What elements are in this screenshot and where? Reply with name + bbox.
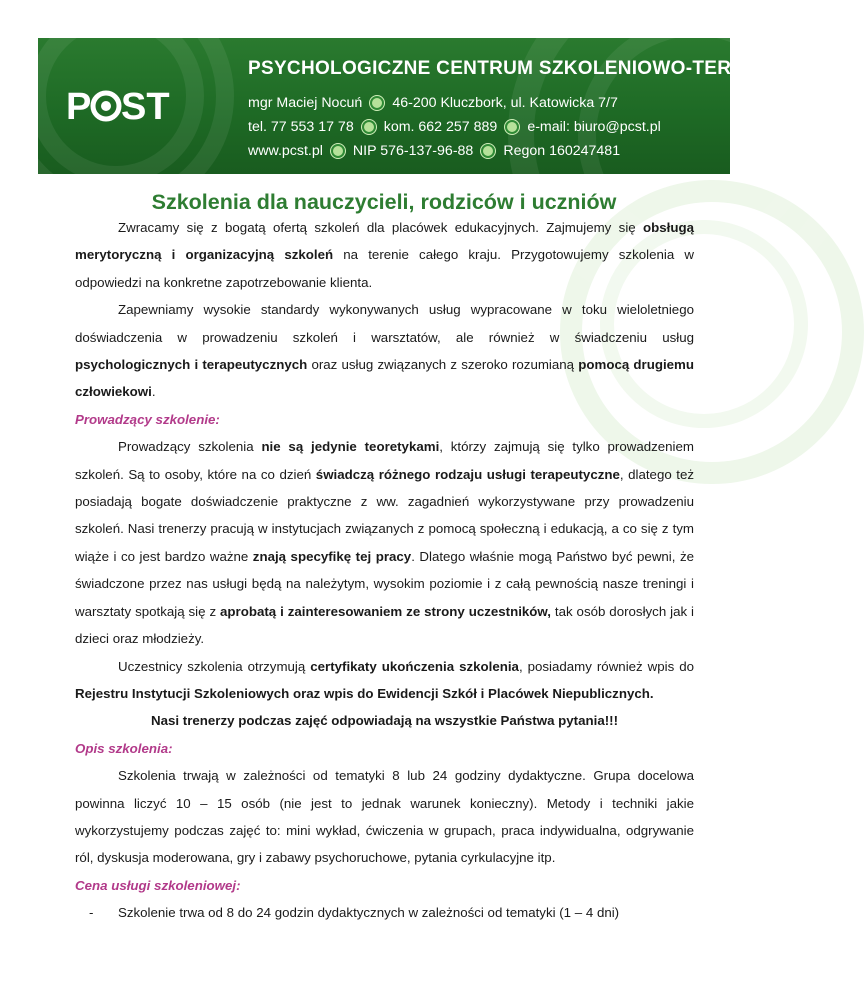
website-link[interactable]: www.pcst.pl <box>248 143 323 159</box>
bullet-dot-icon <box>481 144 495 158</box>
document-body <box>75 214 694 927</box>
bold-text: znają specyfikę tej pracy <box>252 548 412 564</box>
phone: tel. 77 553 17 78 <box>248 119 354 135</box>
organization-name: PSYCHOLOGICZNE CENTRUM SZKOLENIOWO-TERAPEUTYCZNE <box>248 58 864 79</box>
section-heading-description: Opis szkolenia: <box>75 740 173 756</box>
paragraph-standards <box>75 296 694 406</box>
list-item-text: Szkolenie trwa od 8 do 24 godzin dydaktycznych w zależności od tematyki (1 – 4 dni) <box>118 905 620 921</box>
text-run: Zapewniamy wysokie standardy wykonywanych usług wypracowane w toku wieloletniego doświadczenia w prowadzeniu szkoleń i warsztatów, ale również w świadczeniu usług <box>75 302 694 345</box>
section-heading-price: Cena usługi szkoleniowej: <box>75 877 241 893</box>
text-run: tak osób dorosłych jak i dzieci oraz młodzieży. <box>75 603 695 647</box>
header-contact-line-1 <box>248 95 618 111</box>
bold-text: Rejestru Instytucji Szkoleniowych oraz wpis do Ewidencji Szkół i Placówek Niepublicznych. <box>75 685 654 701</box>
bold-text: pomocą drugiemu człowiekowi <box>75 357 694 400</box>
bold-text: certyfikaty ukończenia szkolenia <box>310 658 519 674</box>
text-run: . <box>151 384 156 400</box>
bold-text: obsługą merytoryczną i organizacyjną szkoleń <box>75 220 694 263</box>
text-run: na terenie całego kraju. Przygotowujemy szkolenia w odpowiedzi na konkretne zapotrzebowanie klienta. <box>75 247 694 290</box>
text-run: , posiadamy również wpis do <box>518 658 694 674</box>
text-run: , dlatego też posiadają bogate doświadczenie praktyczne z ww. zagadnień wykorzystywane przy prowadzeniu szkoleń. Nasi trenerzy pracują w instytucjach związanych z pomocą społeczną i edukacją, a co się z tym wiąże i co jest bardzo ważne <box>75 466 695 564</box>
paragraph-questions: Nasi trenerzy podczas zajęć odpowiadają na wszystkie Państwa pytania!!! <box>150 713 619 729</box>
text-run: Prowadzący szkolenia <box>118 439 262 455</box>
bullet-dot-icon <box>331 144 345 158</box>
text-run: Uczestnicy szkolenia otrzymują <box>118 658 311 674</box>
header-contact-line-2 <box>248 119 661 135</box>
document-title: Szkolenia dla nauczycieli, rodziców i uczniów <box>151 190 617 214</box>
address: 46-200 Kluczbork, ul. Katowicka 7/7 <box>392 95 618 111</box>
pcst-logo <box>66 86 170 128</box>
text-run: oraz usług związanych z szeroko rozumianą <box>307 357 579 373</box>
list-dash: - <box>89 905 94 921</box>
regon-number: Regon 160247481 <box>503 143 621 159</box>
bullet-dot-icon <box>370 96 384 110</box>
nip-number: NIP 576-137-96-88 <box>352 143 474 159</box>
mobile: kom. 662 257 889 <box>383 119 498 135</box>
list-item <box>75 899 694 926</box>
bullet-dot-icon <box>505 120 519 134</box>
bold-text: psychologicznych i terapeutycznych <box>75 357 308 373</box>
text-run: , którzy zajmują się tylko prowadzeniem szkoleń. Są to osoby, które na co dzień <box>75 439 694 482</box>
bold-text: świadczą różnego rodzaju usługi terapeutyczne <box>315 466 620 482</box>
bold-text: aprobatą i zainteresowaniem ze strony uczestników, <box>220 603 551 619</box>
paragraph-certificates <box>75 653 694 708</box>
header-contact-line-3 <box>248 143 620 159</box>
bold-text: nie są jedynie teoretykami <box>261 439 440 455</box>
bullet-dot-icon <box>362 120 376 134</box>
text-run: . Dlatego właśnie mogą Państwo być pewni, że świadczone przez nas usługi będą na należytym, wysokim poziomie i z całą pewnością nasze treningi i warsztaty spotkają się z <box>75 548 695 619</box>
svg-text:ST: ST <box>121 86 170 128</box>
paragraph-trainers <box>75 433 694 652</box>
email-link[interactable]: e-mail: biuro@pcst.pl <box>527 119 661 135</box>
text-run: Zwracamy się z bogatą ofertą szkoleń dla placówek edukacyjnych. Zajmujemy się <box>118 220 644 235</box>
paragraph-intro <box>75 214 694 296</box>
svg-text:P: P <box>66 86 92 128</box>
paragraph-description: Szkolenia trwają w zależności od tematyki 8 lub 24 godziny dydaktyczne. Grupa docelowa powinna liczyć 10 – 15 osób (nie jest to jednak warunek konieczny). Metody i techniki jakie wykorzystujemy podczas zajęć to: mini wykład, ćwiczenia w grupach, praca indywidualna, odgrywanie ról, dyskusja moderowana, gry i zabawy psychoruchowe, pytania cyrkulacyjne itp. <box>75 768 694 866</box>
director-name: mgr Maciej Nocuń <box>248 95 363 111</box>
section-heading-trainers: Prowadzący szkolenie: <box>75 411 220 427</box>
